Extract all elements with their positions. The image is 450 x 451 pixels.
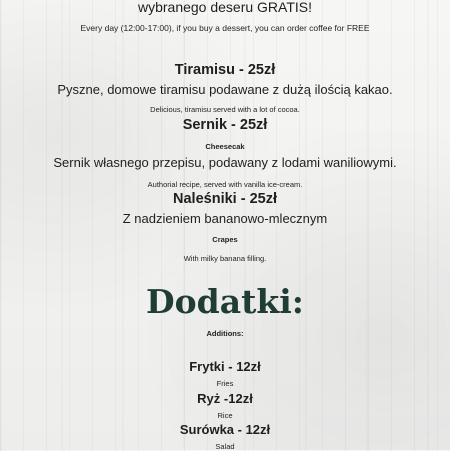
promo-title: wybranego deseru GRATIS! bbox=[137, 0, 313, 15]
dessert-nalesniki-subtitle: Crapes bbox=[212, 235, 238, 244]
dessert-nalesniki-desc-en: With milky banana filling. bbox=[183, 254, 267, 263]
dessert-tiramisu-desc: Pyszne, domowe tiramisu podawane z dużą ilością kakao. bbox=[57, 82, 393, 97]
dessert-sernik-name: Sernik - 25zł bbox=[182, 117, 268, 133]
addition-frytki-name: Frytki - 12zł bbox=[189, 359, 261, 374]
dessert-nalesniki-name: Naleśniki - 25zł bbox=[173, 191, 277, 207]
dessert-sernik-desc: Sernik własnego przepisu, podawany z lodami waniliowymi. bbox=[53, 155, 397, 170]
addition-surowka-en: Salad bbox=[215, 442, 235, 451]
dessert-sernik-subtitle: Cheesecak bbox=[205, 142, 245, 151]
dessert-nalesniki-desc: Z nadzieniem bananowo-mlecznym bbox=[122, 211, 328, 226]
dessert-tiramisu-desc-en: Delicious, tiramisu served with a lot of cocoa. bbox=[150, 105, 300, 114]
addition-surowka-name: Surówka - 12zł bbox=[179, 422, 271, 437]
dessert-sernik-desc-en: Authorial recipe, served with vanilla ice-cream. bbox=[147, 180, 303, 189]
additions-subtitle: Additions: bbox=[206, 329, 244, 338]
additions-heading: Dodatki: bbox=[146, 282, 304, 321]
addition-ryz-name: Ryż -12zł bbox=[197, 391, 253, 406]
addition-frytki-en: Fries bbox=[216, 379, 234, 388]
addition-ryz-en: Rice bbox=[217, 411, 233, 420]
dessert-tiramisu-name: Tiramisu - 25zł bbox=[174, 62, 276, 78]
promo-subtitle-en: Every day (12:00-17:00), if you buy a dessert, you can order coffee for FREE bbox=[80, 23, 370, 33]
